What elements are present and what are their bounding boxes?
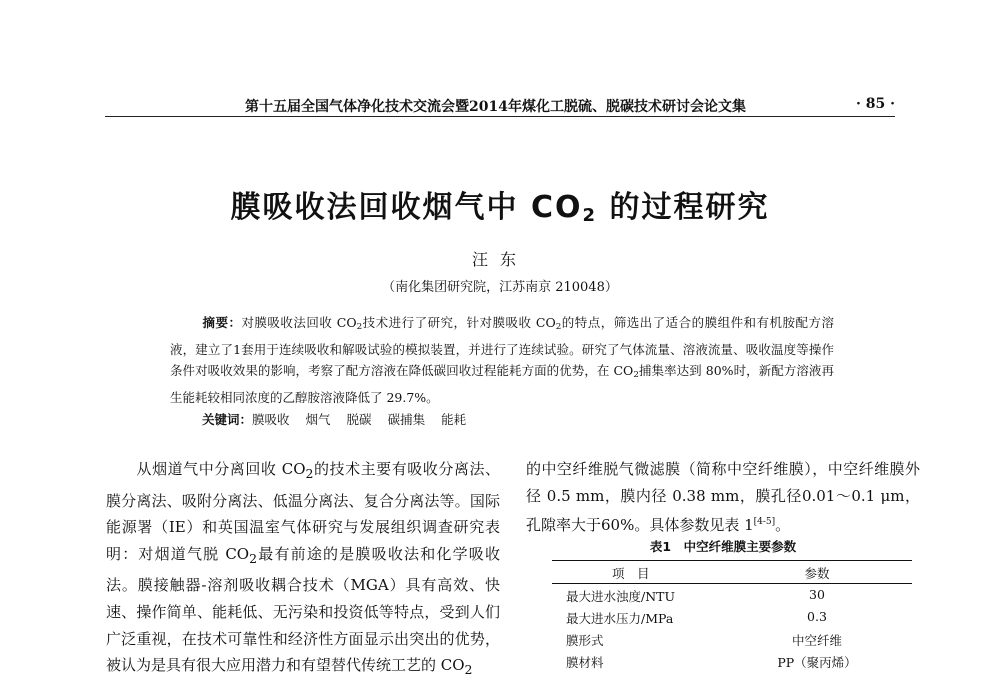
right-text-1: 的中空纤维脱气微滤膜（简称中空纤维膜），中空纤维膜外径 0.5 mm，膜内径 0.38 mm，膜孔径0.01～0.1 μm，孔隙率大于60%。具体参数见表 1 (526, 460, 920, 535)
paper-title (0, 182, 1000, 226)
keyword: 脱碳 (346, 412, 372, 427)
journal-title: 第十五届全国气体净化技术交流会暨2014年煤化工脱硫、脱碳技术研讨会论文集 (245, 99, 746, 115)
table-row (552, 650, 912, 672)
table-cell-value: 30 (809, 587, 825, 602)
running-header (105, 94, 895, 117)
table-header-item: 项 目 (612, 566, 650, 581)
abstract-text-1: 对膜吸收法回收 CO (241, 315, 357, 330)
table-cell-item: 最大进水压力/MPa (566, 611, 674, 626)
keywords (202, 410, 482, 428)
abstract-label: 摘要： (202, 315, 242, 330)
abstract-sub-1: 2 (356, 322, 363, 332)
body-left-column (106, 456, 500, 684)
table-cell-item: 最大进水浊度/NTU (566, 589, 676, 604)
table-header-row (552, 561, 912, 584)
table-header-value: 参数 (804, 566, 830, 581)
table-cell-item: 膜材料 (566, 655, 604, 670)
left-sub-1: 2 (305, 466, 314, 481)
keyword: 膜吸收 (252, 412, 290, 427)
table-row (552, 606, 912, 628)
abstract-text-4: 捕集率达到 80%时，新配方溶液再生能耗较相同浓度的乙醇胺溶液降低了 29.7%。 (170, 363, 834, 405)
keyword: 碳捕集 (387, 412, 426, 427)
abstract-sub-2: 2 (555, 322, 562, 332)
abstract (170, 312, 834, 408)
left-text-2: 的技术主要有吸收分离法、膜分离法、吸附分离法、低温分离法、复合分离法等。国际能源署（IE）和英国温室气体研究与发展组织调查研究表明：对烟道气脱 CO (106, 460, 500, 563)
keyword: 能耗 (441, 412, 467, 427)
abstract-text-2: 技术进行了研究，针对膜吸收 CO (362, 315, 556, 330)
table-cell-value: 0.3 (807, 609, 827, 624)
page-number: · 85 · (856, 96, 895, 112)
author-name: 汪东 (471, 250, 528, 269)
title-text-after: 的过程研究 (597, 190, 770, 225)
table-cell-value: 中空纤维 (791, 633, 842, 648)
left-sub-3: 2 (464, 662, 473, 678)
citation-superscript: [4-5] (753, 517, 776, 528)
left-text-3: 最有前途的是膜吸收法和化学吸收法。膜接触器-溶剂吸收耦合技术（MGA）具有高效、快速、操作简单、能耗低、无污染和投资低等特点，受到人们广泛重视，在技术可靠性和经济性方面显示出突出的优势，被认为是具有很大应用潜力和有望替代传统工艺的 CO (106, 544, 500, 675)
table-row (552, 584, 912, 606)
left-sub-2: 2 (249, 550, 258, 566)
body-right-column (526, 456, 920, 539)
right-text-2: 。 (775, 516, 791, 535)
title-subscript: 2 (582, 205, 598, 226)
title-text-before: 膜吸收法回收烟气中 CO (230, 190, 583, 225)
abstract-sub-3: 2 (633, 370, 639, 380)
left-text-1: 从烟道气中分离回收 CO (136, 460, 306, 478)
keywords-label: 关键词： (202, 412, 253, 427)
keyword: 烟气 (305, 412, 331, 427)
table-cell-value: PP（聚丙烯） (777, 655, 857, 670)
author-affiliation: （南化集团研究院，江苏南京 210048） (382, 280, 618, 295)
table-row (552, 628, 912, 650)
table-caption: 表1 中空纤维膜主要参数 (649, 539, 797, 554)
table-cell-item: 膜形式 (566, 633, 604, 648)
parameter-table (552, 560, 912, 672)
abstract-text-3: 的特点，筛选出了适合的膜组件和有机胺配方溶液，建立了1套用于连续吸收和解吸试验的模拟装置，并进行了连续试验。研究了气体流量、溶液流量、吸收温度等操作条件对吸收效果的影响，考察了配方溶液在降低碳回收过程能耗方面的优势，在 CO (170, 315, 834, 378)
